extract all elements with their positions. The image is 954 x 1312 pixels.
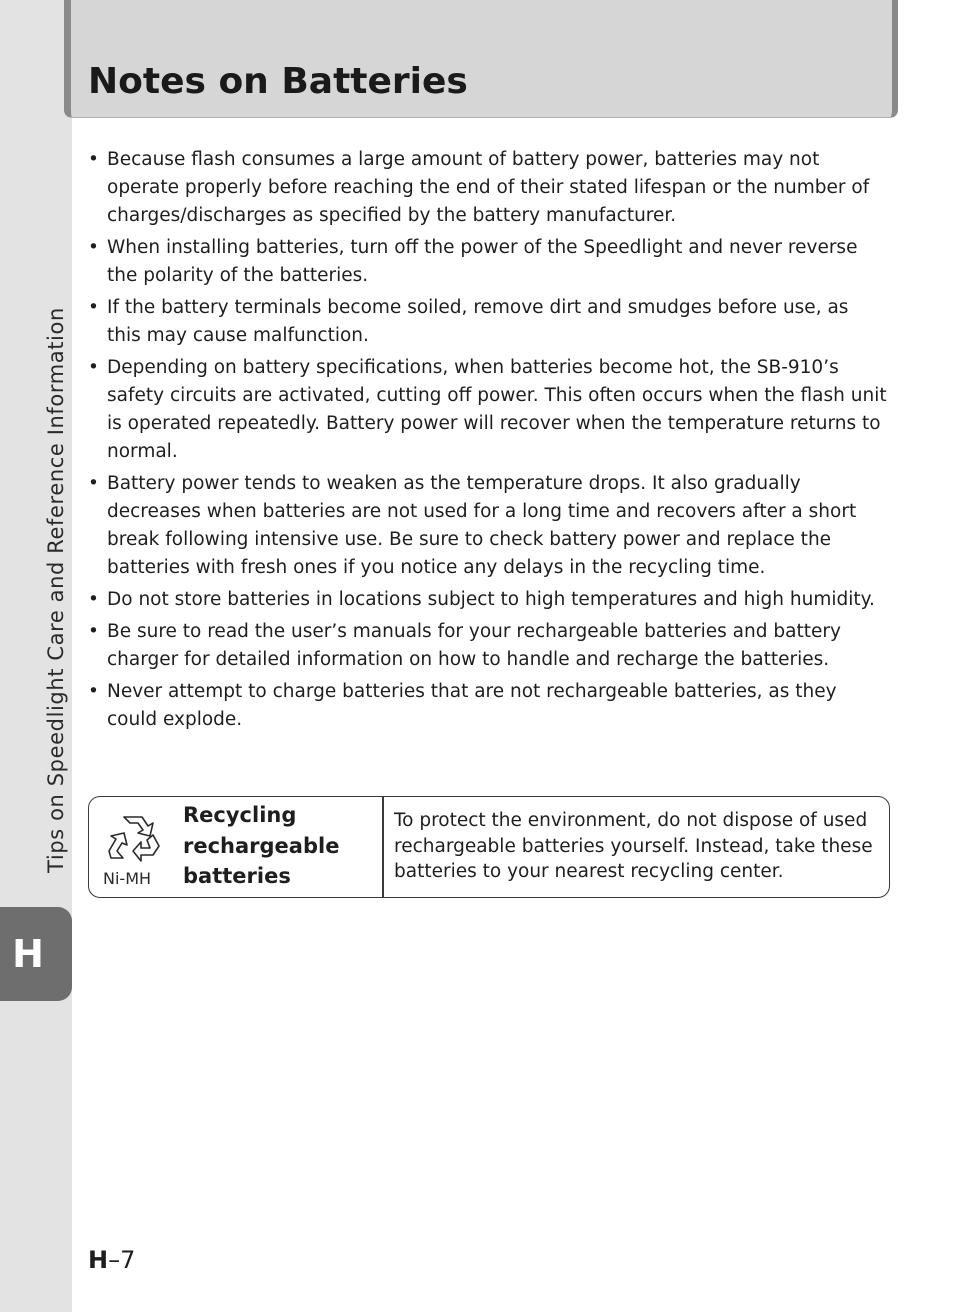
- side-strip: [0, 0, 72, 1312]
- list-item-text: If the battery terminals become soiled, remove dirt and smudges before use, as this may cause malfunction.: [107, 297, 849, 346]
- side-chapter-label: Tips on Speedlight Care and Reference Information: [44, 307, 68, 873]
- bullet-marker: •: [88, 473, 99, 494]
- bullet-marker: •: [88, 621, 99, 642]
- list-item-text: Never attempt to charge batteries that are not rechargeable batteries, as they could explode.: [107, 681, 837, 730]
- list-item-text: When installing batteries, turn off the power of the Speedlight and never reverse the polarity of the batteries.: [107, 237, 858, 286]
- recycling-heading: Recycling rechargeable batteries: [183, 803, 340, 888]
- page-number: [88, 1244, 135, 1276]
- bullet-marker: •: [88, 681, 99, 702]
- recycling-divider: [382, 797, 384, 897]
- list-item: [88, 294, 888, 350]
- list-item: [88, 354, 888, 466]
- list-item-text: Battery power tends to weaken as the temperature drops. It also gradually decreases when batteries are not used for a long time and recovers after a short break following intensive use. Be sure to check battery power and replace the batteries with fresh ones if you notice any delays in the recycling time.: [107, 473, 857, 578]
- recycle-icon: [103, 811, 163, 865]
- list-item: [88, 146, 888, 230]
- bullet-marker: •: [88, 237, 99, 258]
- page-title: Notes on Batteries: [88, 61, 468, 102]
- bullet-list: [88, 146, 888, 738]
- list-item: [88, 234, 888, 290]
- recycling-box: [88, 796, 890, 898]
- list-item: [88, 618, 888, 674]
- section-tab-letter: H: [12, 932, 44, 976]
- bullet-marker: •: [88, 297, 99, 318]
- list-item-text: Do not store batteries in locations subject to high temperatures and high humidity.: [107, 589, 875, 610]
- bullet-marker: •: [88, 149, 99, 170]
- list-item: [88, 586, 888, 614]
- page-number-value: –7: [108, 1246, 136, 1274]
- list-item-text: Be sure to read the user’s manuals for your rechargeable batteries and battery charger for detailed information on how to handle and recharge the batteries.: [107, 621, 841, 670]
- bullet-marker: •: [88, 357, 99, 378]
- recycling-body: To protect the environment, do not dispose of used rechargeable batteries yourself. Instead, take these batteries to your nearest recycling center.: [394, 810, 873, 882]
- list-item-text: Depending on battery specifications, when batteries become hot, the SB-910’s safety circuits are activated, cutting off power. This often occurs when the flash unit is operated repeatedly. Battery power will recover when the temperature returns to normal.: [107, 357, 887, 462]
- list-item: [88, 678, 888, 734]
- section-tab: [0, 907, 72, 1001]
- page-number-section: H: [88, 1246, 109, 1274]
- list-item-text: Because flash consumes a large amount of battery power, batteries may not operate properly before reaching the end of their stated lifespan or the number of charges/discharges as specified by the battery manufacturer.: [107, 149, 870, 226]
- battery-type-label: Ni-MH: [103, 869, 152, 888]
- list-item: [88, 470, 888, 582]
- bullet-marker: •: [88, 589, 99, 610]
